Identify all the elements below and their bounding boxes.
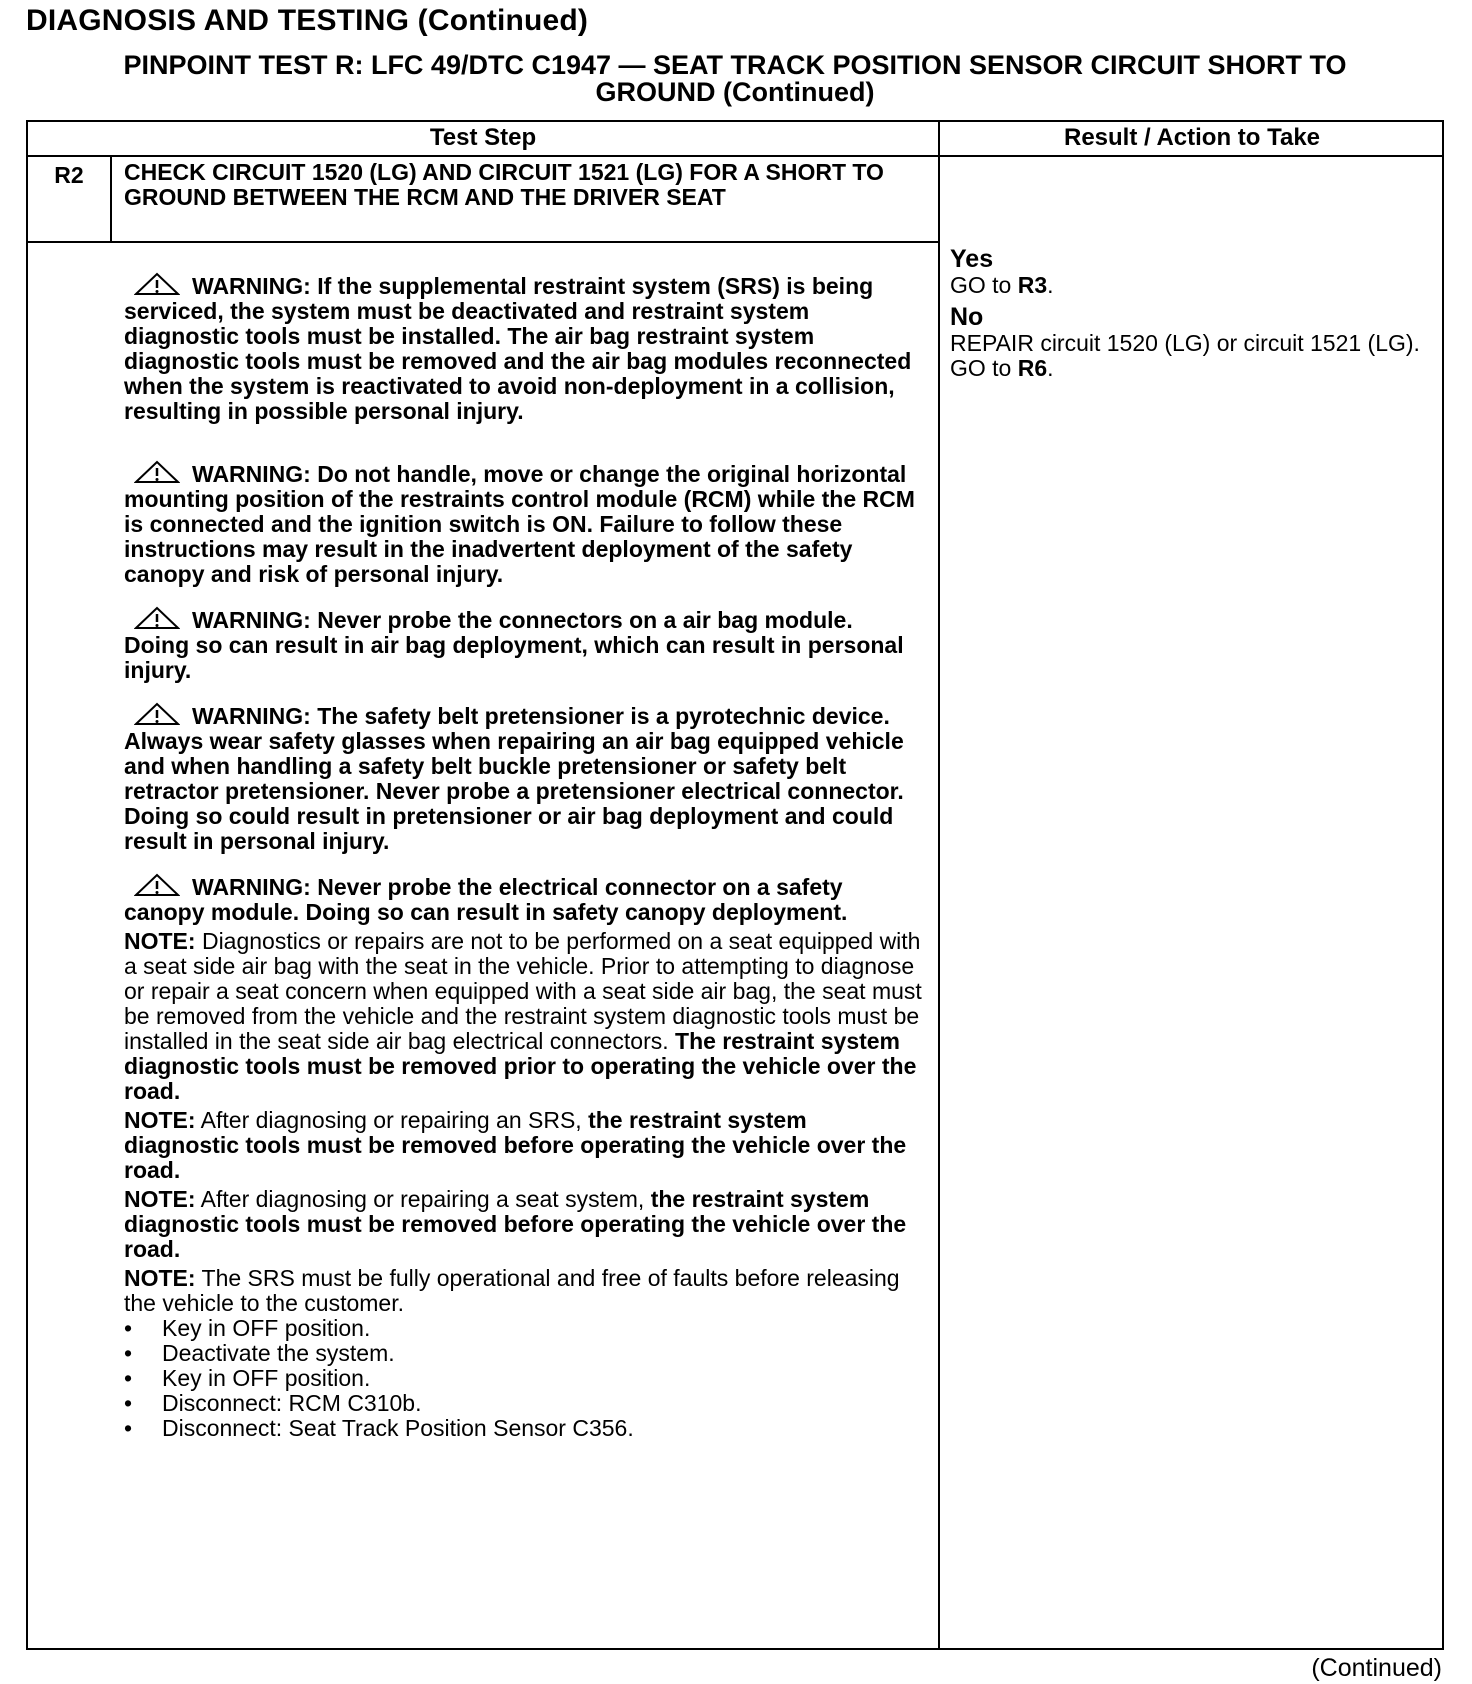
table-column-divider: [938, 120, 940, 1650]
note-after-srs: [124, 1108, 924, 1183]
result-no-label: No: [950, 303, 984, 331]
pinpoint-test-title-line2: GROUND (Continued): [595, 77, 875, 107]
note-seat-side-air-bag: [124, 929, 924, 1104]
procedure-step: • Key in OFF position.: [124, 1365, 371, 1391]
procedure-step: • Disconnect: RCM C310b.: [124, 1390, 422, 1416]
warning-text: WARNING: The safety belt pretensioner is a pyrotechnic device. Always wear safety glasses when repairing an air bag equipped vehicle and when handling a safety belt buckle pretensioner or safety belt retractor pretensioner. Never probe a pretensioner electrical connector. Doing so could result in pretensioner or air bag deployment and could result in personal injury.: [124, 703, 904, 854]
result-actions: [950, 246, 1430, 381]
column-header-test-step: Test Step: [429, 124, 537, 151]
bullet-icon: •: [124, 1315, 133, 1341]
procedure-step: • Deactivate the system.: [124, 1340, 395, 1366]
step-title: CHECK CIRCUIT 1520 (LG) AND CIRCUIT 1521 (LG) FOR A SHORT TO GROUND BETWEEN THE RCM AND THE DRIVER SEAT: [124, 159, 884, 210]
warning-text: WARNING: Do not handle, move or change the original horizontal mounting position of the restraints control module (RCM) while the RCM is connected and the ignition switch is ON. Failure to follow these instructions may result in the inadvertent deployment of the safety canopy and risk of personal injury.: [124, 461, 915, 587]
procedure-step: • Key in OFF position.: [124, 1315, 371, 1341]
step-id: R2: [54, 162, 84, 188]
page-title: DIAGNOSIS AND TESTING (Continued): [26, 4, 589, 37]
pinpoint-test-title-line1: PINPOINT TEST R: LFC 49/DTC C1947 — SEAT TRACK POSITION SENSOR CIRCUIT SHORT TO: [123, 50, 1347, 80]
warning-pretensioner: [124, 702, 924, 854]
note-label: NOTE:: [124, 928, 196, 954]
note-label: NOTE:: [124, 1265, 196, 1291]
step-id-divider: [110, 157, 112, 242]
result-yes-label: Yes: [950, 245, 994, 273]
step-title-divider: [26, 241, 939, 243]
note-text: The SRS must be fully operational and free of faults before releasing the vehicle to the customer.: [124, 1265, 900, 1316]
note-bold-text: The restraint system diagnostic tools must be removed prior to operating the vehicle over the road.: [124, 1028, 917, 1104]
note-bold-text: the restraint system diagnostic tools must be removed before operating the vehicle over the road.: [124, 1107, 907, 1183]
note-srs-operational: [124, 1266, 924, 1316]
warning-text: WARNING: If the supplemental restraint system (SRS) is being serviced, the system must be deactivated and restraint system diagnostic tools must be installed. The air bag restraint system diagnostic tools must be removed and the air bag modules reconnected when the system is reactivated to avoid non-deployment in a collision, resulting in possible personal injury.: [124, 273, 912, 424]
warning-text: WARNING: Never probe the electrical connector on a safety canopy module. Doing so can result in safety canopy deployment.: [124, 874, 848, 925]
warning-text: WARNING: Never probe the connectors on a air bag module. Doing so can result in air bag deployment, which can result in personal injury.: [124, 607, 904, 683]
go-to-step-link[interactable]: R3: [1017, 272, 1048, 298]
warning-triangle-icon: [134, 873, 180, 897]
continued-label: (Continued): [1311, 1654, 1442, 1682]
note-after-seat-system: [124, 1187, 924, 1262]
note-text: After diagnosing or repairing an SRS,: [195, 1107, 589, 1133]
note-bold-text: the restraint system diagnostic tools must be removed before operating the vehicle over the road.: [124, 1186, 907, 1262]
result-yes-action: GO to R3.: [950, 272, 1054, 298]
warning-triangle-icon: [134, 460, 180, 484]
pinpoint-test-title: [70, 52, 1400, 106]
note-label: NOTE:: [124, 1186, 196, 1212]
warning-rcm-handling: [124, 460, 924, 587]
warning-safety-canopy: [124, 873, 924, 925]
bullet-icon: •: [124, 1340, 133, 1366]
result-no-action: REPAIR circuit 1520 (LG) or circuit 1521 (LG). GO to R6.: [950, 330, 1420, 381]
bullet-icon: •: [124, 1365, 133, 1391]
warning-triangle-icon: [134, 272, 180, 296]
test-step-content: [124, 272, 924, 1441]
table-header-divider: [26, 155, 1444, 157]
column-header-result: Result / Action to Take: [1063, 124, 1321, 151]
warning-triangle-icon: [134, 702, 180, 726]
procedure-steps: [124, 1316, 924, 1441]
procedure-step: • Disconnect: Seat Track Position Sensor C356.: [124, 1415, 634, 1441]
bullet-icon: •: [124, 1415, 133, 1441]
warning-triangle-icon: [134, 606, 180, 630]
bullet-icon: •: [124, 1390, 133, 1416]
warning-air-bag-probe: [124, 606, 924, 683]
note-label: NOTE:: [124, 1107, 196, 1133]
warning-srs: [124, 272, 924, 424]
note-text: After diagnosing or repairing a seat system,: [195, 1186, 651, 1212]
go-to-step-link[interactable]: R6: [1017, 355, 1048, 381]
note-text: Diagnostics or repairs are not to be performed on a seat equipped with a seat side air bag with the seat in the vehicle. Prior to attempting to diagnose or repair a seat concern when equipped with a seat side air bag, the seat must be removed from the vehicle and the restraint system diagnostic tools must be installed in the seat side air bag electrical connectors.: [124, 928, 922, 1054]
